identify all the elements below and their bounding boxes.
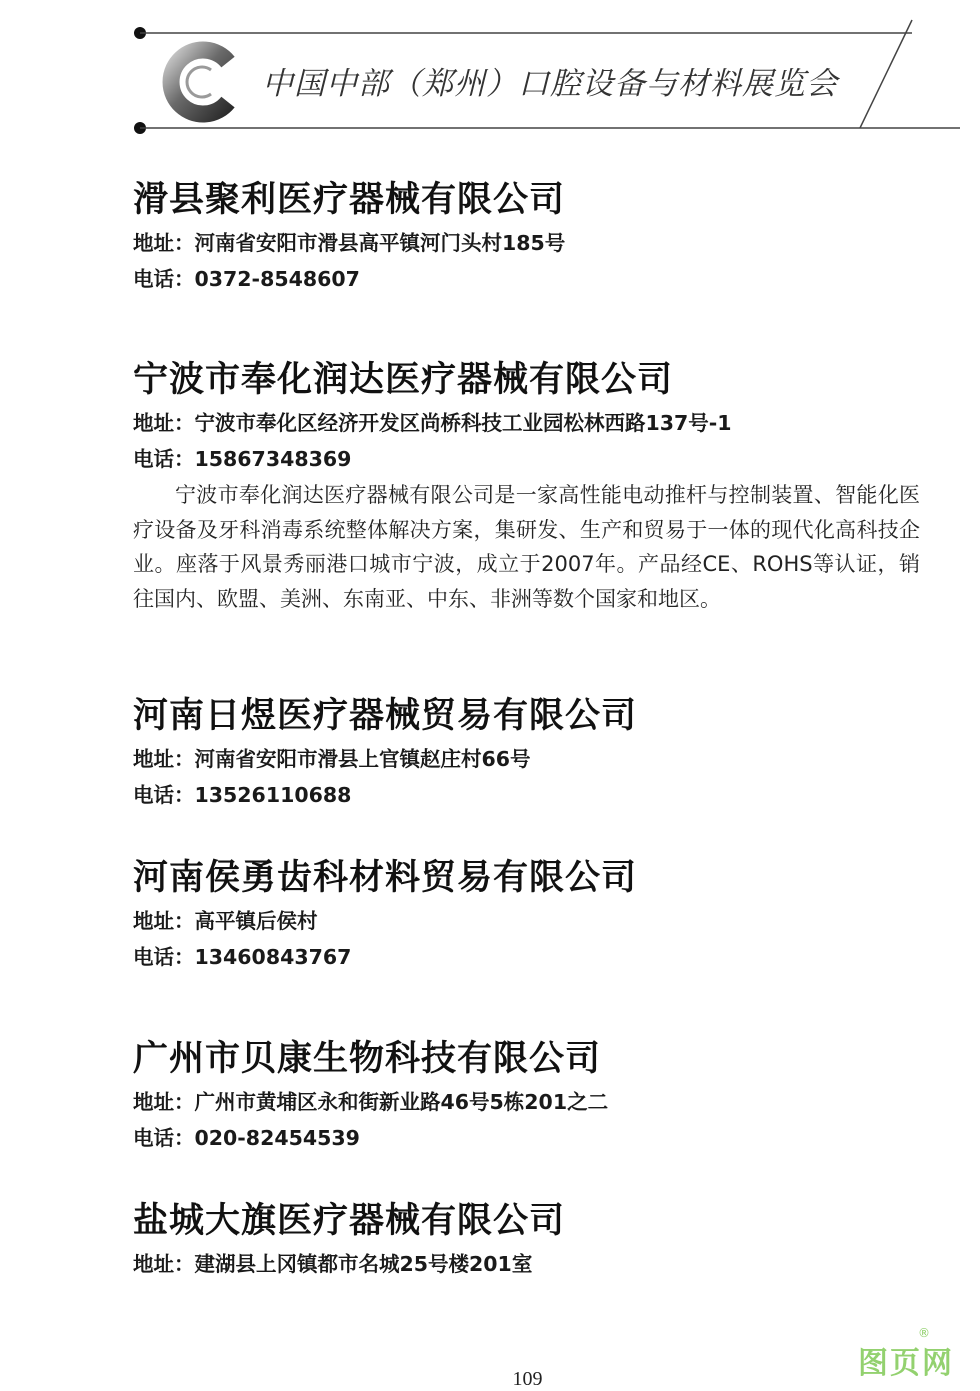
watermark: 图页网 xyxy=(858,1346,954,1381)
company-name: 河南日煜医疗器械贸易有限公司 xyxy=(133,696,638,736)
phone-line xyxy=(133,777,933,813)
company-name: 盐城大旗医疗器械有限公司 xyxy=(133,1201,566,1241)
logo-c-icon xyxy=(171,50,228,114)
phone-line xyxy=(133,939,933,975)
address-line xyxy=(133,1084,933,1120)
phone-line xyxy=(133,1120,933,1156)
phone-label: 电话： xyxy=(133,1126,195,1150)
address-label: 地址： xyxy=(133,231,195,255)
header-slash xyxy=(860,20,912,128)
phone-line xyxy=(133,441,933,477)
address-line xyxy=(133,903,933,939)
address-label: 地址： xyxy=(133,909,195,933)
phone-value: 15867348369 xyxy=(194,447,352,471)
phone-line xyxy=(133,261,933,297)
page-header xyxy=(0,0,980,150)
address-value: 河南省安阳市滑县高平镇河门头村185号 xyxy=(194,231,566,255)
phone-label: 电话： xyxy=(133,945,195,969)
company-name: 河南侯勇齿科材料贸易有限公司 xyxy=(133,858,638,898)
company-name: 滑县聚利医疗器械有限公司 xyxy=(133,180,566,220)
phone-label: 电话： xyxy=(133,783,195,807)
phone-value: 0372-8548607 xyxy=(194,267,360,291)
company-entry xyxy=(133,694,933,813)
address-line xyxy=(133,1246,933,1282)
company-entry xyxy=(133,1037,933,1156)
phone-label: 电话： xyxy=(133,447,195,471)
company-entry xyxy=(133,1199,933,1282)
address-line xyxy=(133,225,933,261)
company-description: 宁波市奉化润达医疗器械有限公司是一家高性能电动推杆与控制装置、智能化医疗设备及牙科消毒系统整体解决方案，集研发、生产和贸易于一体的现代化高科技企业。座落于风景秀丽港口城市宁波，成立于2007年。产品经CE、ROHS等认证，销往国内、欧盟、美洲、东南亚、中东、非洲等数个国家和地区。 xyxy=(133,483,920,611)
address-value: 宁波市奉化区经济开发区尚桥科技工业园松林西路137号-1 xyxy=(194,411,732,435)
phone-value: 13460843767 xyxy=(194,945,352,969)
company-entry xyxy=(133,856,933,975)
company-name: 广州市贝康生物科技有限公司 xyxy=(133,1039,602,1079)
address-value: 广州市黄埔区永和街新业路46号5栋201之二 xyxy=(194,1090,609,1114)
address-value: 高平镇后侯村 xyxy=(194,909,318,933)
address-value: 建湖县上冈镇都市名城25号楼201室 xyxy=(194,1252,533,1276)
header-title: 中国中部（郑州）口腔设备与材料展览会 xyxy=(262,66,838,102)
watermark-registered-mark: ® xyxy=(918,1326,930,1340)
company-entry xyxy=(133,178,933,297)
address-label: 地址： xyxy=(133,1252,195,1276)
company-name: 宁波市奉化润达医疗器械有限公司 xyxy=(133,360,674,400)
address-label: 地址： xyxy=(133,1090,195,1114)
phone-value: 020-82454539 xyxy=(194,1126,360,1150)
phone-value: 13526110688 xyxy=(194,783,352,807)
address-label: 地址： xyxy=(133,411,195,435)
address-line xyxy=(133,405,933,441)
address-line xyxy=(133,741,933,777)
address-label: 地址： xyxy=(133,747,195,771)
page-number: 109 xyxy=(512,1368,543,1390)
phone-label: 电话： xyxy=(133,267,195,291)
address-value: 河南省安阳市滑县上官镇赵庄村66号 xyxy=(194,747,531,771)
company-entry xyxy=(133,358,933,616)
